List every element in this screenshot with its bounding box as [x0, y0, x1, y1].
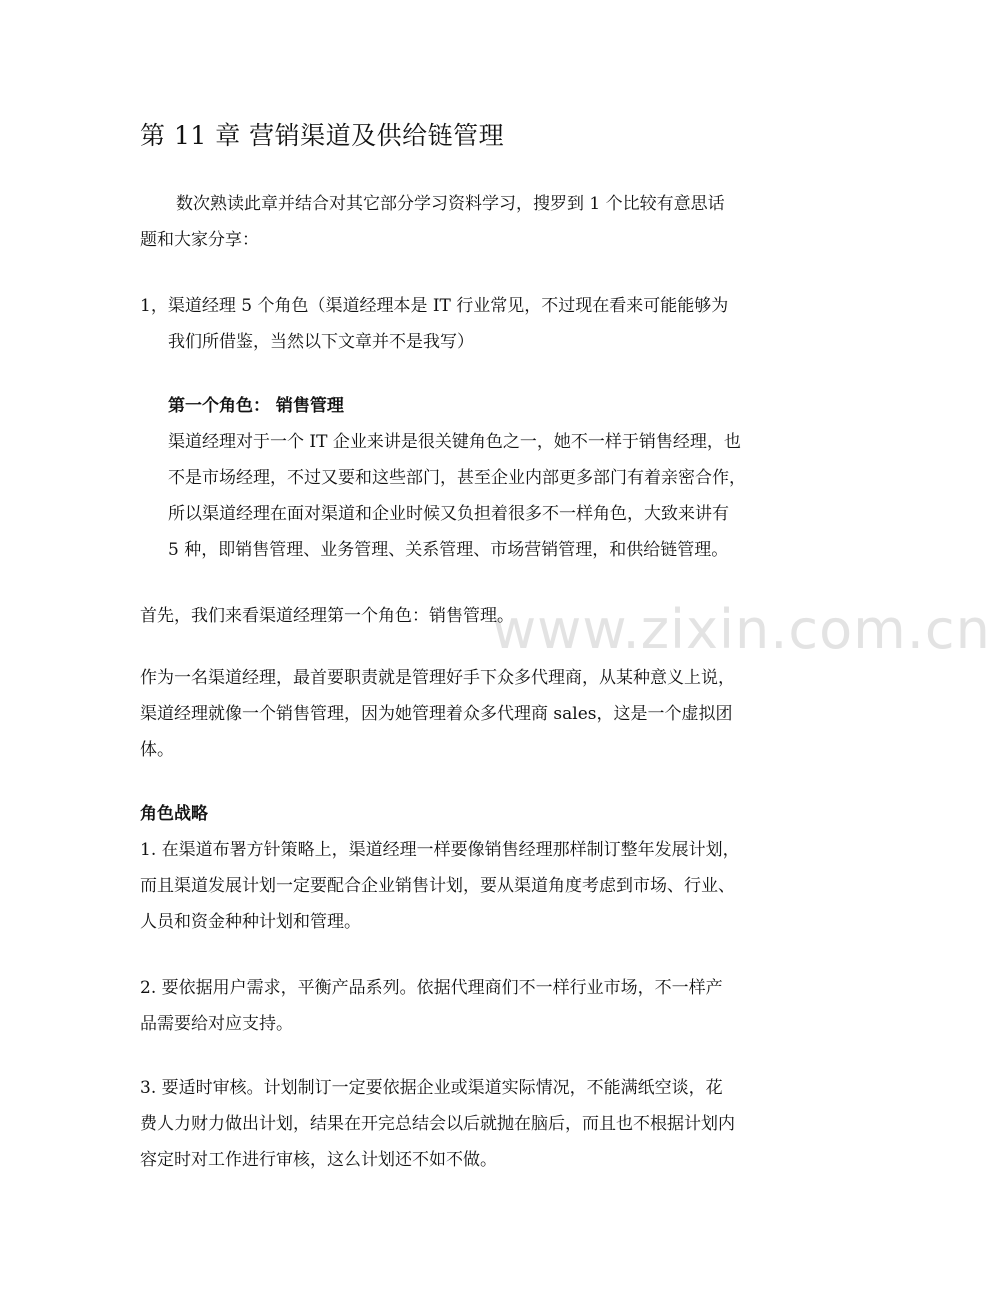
text-line: 渠道经理对于一个 IT 企业来讲是很关键角色之一，她不一样于销售经理，也 — [168, 432, 741, 452]
text-line: 所以渠道经理在面对渠道和企业时候又负担着很多不一样角色，大致来讲有 — [168, 504, 729, 524]
text-line: 容定时对工作进行审核，这么计划还不如不做。 — [140, 1150, 497, 1170]
text-line: 2. 要依据用户需求，平衡产品系列。依据代理商们不一样行业市场，不一样产 — [140, 978, 723, 998]
text-line: 人员和资金种种计划和管理。 — [140, 912, 361, 932]
role-heading: 第一个角色： 销售管理 — [168, 396, 344, 416]
text-line: 品需要给对应支持。 — [140, 1014, 293, 1034]
text-line: 而且渠道发展计划一定要配合企业销售计划，要从渠道角度考虑到市场、行业、 — [140, 876, 735, 896]
role-paragraph — [168, 424, 746, 568]
channel-manager-paragraph — [140, 660, 735, 768]
text-line: 题和大家分享： — [140, 230, 259, 250]
text-line: 不是市场经理，不过又要和这些部门，甚至企业内部更多部门有着亲密合作， — [168, 468, 746, 488]
page-title: 第 11 章 营销渠道及供给链管理 — [140, 121, 505, 150]
text-line: 5 种，即销售管理、业务管理、关系管理、市场营销管理，和供给链管理。 — [168, 540, 729, 560]
strategy-item-3 — [140, 1070, 735, 1178]
text-line: 我们所借鉴，当然以下文章并不是我写） — [168, 332, 474, 352]
strategy-item-1 — [140, 832, 740, 940]
text-line: 费人力财力做出计划，结果在开完总结会以后就抛在脑后，而且也不根据计划内 — [140, 1114, 735, 1134]
text-line: 体。 — [140, 740, 174, 760]
list-item-1 — [140, 288, 728, 360]
text-line: 1，渠道经理 5 个角色（渠道经理本是 IT 行业常见，不过现在看来可能能够为 — [140, 296, 729, 316]
text-line: 3. 要适时审核。计划制订一定要依据企业或渠道实际情况，不能满纸空谈，花 — [140, 1078, 723, 1098]
strategy-heading: 角色战略 — [140, 804, 208, 824]
strategy-item-2 — [140, 970, 723, 1042]
text-line: 数次熟读此章并结合对其它部分学习资料学习，搜罗到 1 个比较有意思话 — [176, 194, 725, 214]
text-line: 1. 在渠道布署方针策略上，渠道经理一样要像销售经理那样制订整年发展计划， — [140, 840, 740, 860]
intro-paragraph — [140, 186, 725, 258]
first-look-paragraph: 首先，我们来看渠道经理第一个角色：销售管理。 — [140, 606, 514, 626]
text-line: 作为一名渠道经理，最首要职责就是管理好手下众多代理商，从某种意义上说， — [140, 668, 735, 688]
text-line: 渠道经理就像一个销售管理，因为她管理着众多代理商 sales，这是一个虚拟团 — [140, 704, 733, 724]
watermark: www.zixin.com.cn — [492, 598, 991, 661]
